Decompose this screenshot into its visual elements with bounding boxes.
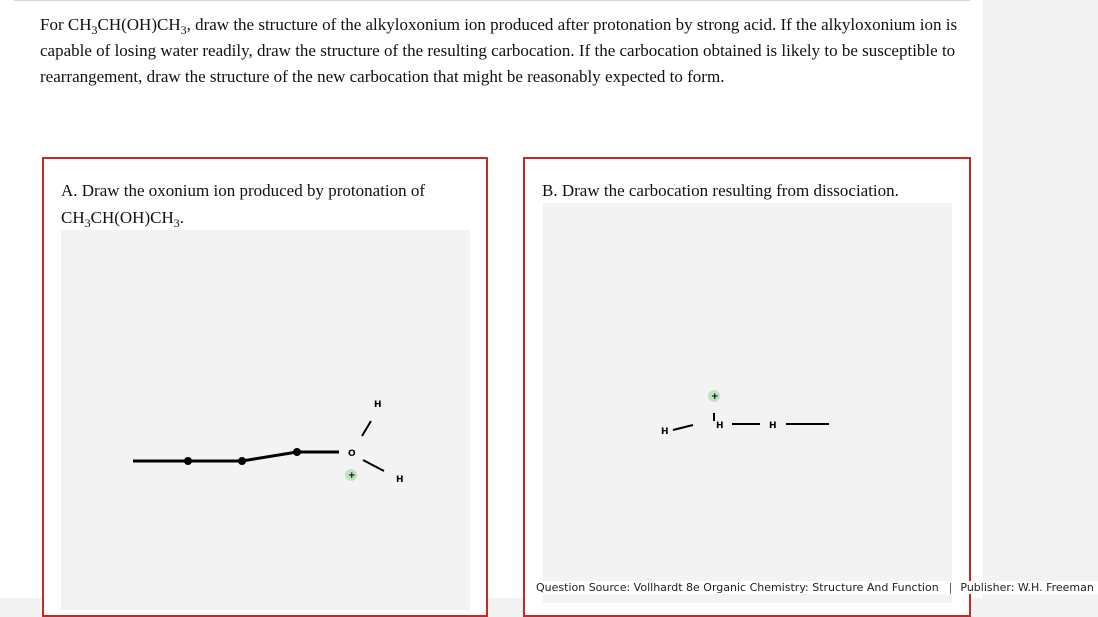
bond-o-h-bottom[interactable] [363,460,384,471]
question-text: For $CH_3CH(OH)CH_3$, draw the structure of the alkyloxonium ion produced after protonation by strong acid. If the alkyloxonium ion is capable of losing water readily, draw the structure of the resulting carbocation. If the carbocation obtained is likely to be susceptible to rearrangement, draw the structure of the new carbocation that might be reasonably expected to form. [40,15,958,86]
positive-charge: + [348,471,356,481]
panel-b [523,157,971,617]
hydrogen-atom-3[interactable]: H [769,421,777,431]
panel-a [42,157,488,617]
question-source: Question Source: Vollhardt 8e Organic Chemistry: Structure And Function | Publisher: W.H. Freeman [536,581,1098,594]
atom-node-1[interactable] [184,457,192,465]
footer-separator: | [948,581,953,594]
drawing-canvas-b[interactable] [543,203,952,603]
publisher: Publisher: W.H. Freeman [960,581,1094,594]
atom-node-2[interactable] [238,457,246,465]
panel-a-title: A. Draw the oxonium ion produced by protonation of $CH_3CH(OH)CH_3$. [61,181,426,230]
oxonium-structure[interactable] [61,230,470,610]
hydrogen-atom-bottom[interactable]: H [396,475,404,485]
positive-charge-b: + [711,392,719,402]
top-divider [14,0,970,1]
hydrogen-atom-1[interactable]: H [661,427,669,437]
carbocation-structure[interactable] [543,203,952,603]
drawing-canvas-a[interactable] [61,230,470,610]
bond-o-h-top[interactable] [362,421,371,436]
panel-b-title: B. Draw the carbocation resulting from dissociation. [542,181,899,200]
oxygen-atom[interactable]: O [348,449,356,459]
hydrogen-atom-2[interactable]: H [716,421,724,431]
bond-b-1[interactable] [673,425,693,430]
hydrogen-atom-top[interactable]: H [374,400,382,410]
atom-node-3[interactable] [293,448,301,456]
bond-3[interactable] [242,452,297,461]
